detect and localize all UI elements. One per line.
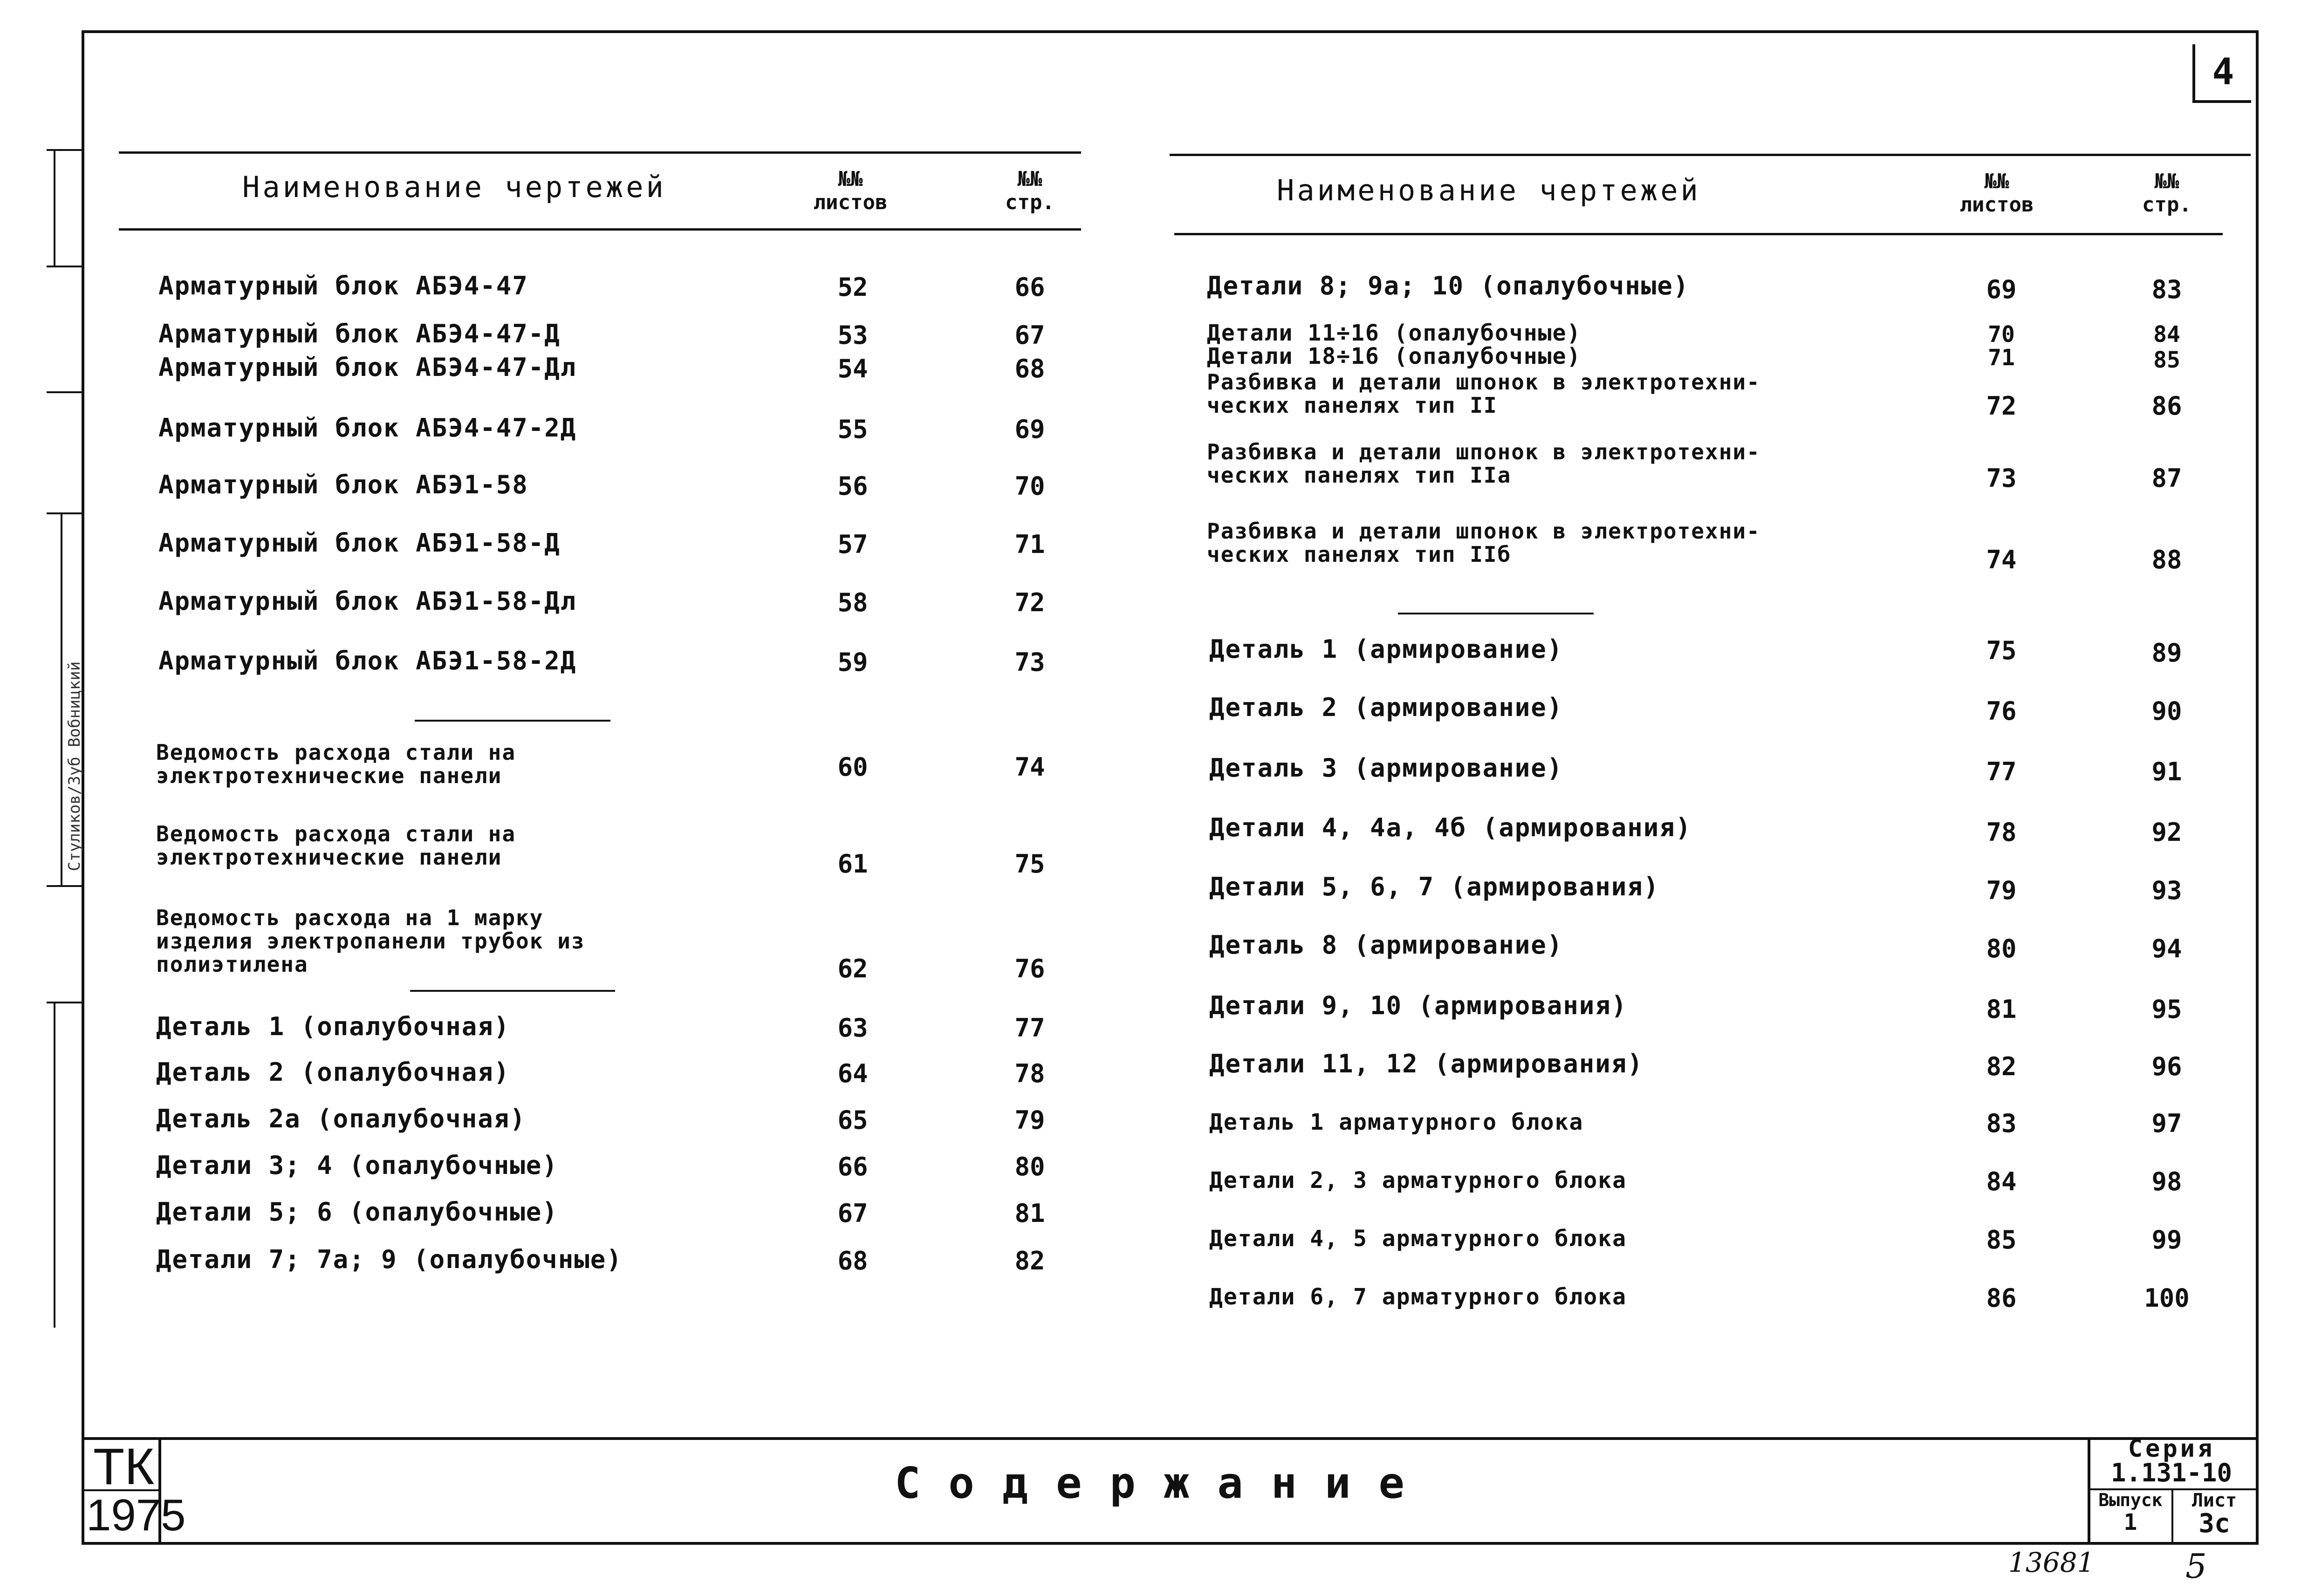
left-row-page: 66: [1014, 273, 1045, 302]
left-row-page: 76: [1014, 954, 1045, 983]
right-header-name: Наименование чертежей: [1277, 173, 1701, 207]
right-row-name: Детали 6, 7 арматурного блока: [1209, 1284, 1627, 1310]
left-row-name: Арматурный блок АБЭ4-47-Дл: [158, 353, 577, 382]
right-row-sheet: 72: [1986, 391, 2017, 421]
series-value: 1.131-10: [2110, 1458, 2233, 1487]
right-row-sheet: 69: [1986, 275, 2017, 304]
right-row-name: Разбивка и детали шпонок в электротехни- ческих панелях тип II: [1207, 369, 1760, 418]
left-row-sheet: 68: [837, 1246, 868, 1275]
inventory-number: 13681: [2008, 1547, 2095, 1578]
frame-top-edge: [82, 30, 2256, 33]
right-row-sheet: 81: [1986, 995, 2017, 1024]
left-row-sheet: 66: [837, 1152, 868, 1181]
left-row-sheet: 60: [837, 752, 868, 782]
right-row-name: Детали 9, 10 (армирования): [1209, 991, 1628, 1020]
right-row-page: 87: [2151, 464, 2182, 493]
left-row-name: Детали 5; 6 (опалубочные): [156, 1197, 558, 1227]
tk-year: 1975: [86, 1490, 186, 1540]
right-row-name: Деталь 2 (армирование): [1209, 693, 1563, 722]
left-row-name: Арматурный блок АБЭ1-58-2Д: [158, 646, 577, 675]
margin-tick: [47, 391, 82, 393]
right-row-name: Детали 18÷16 (опалубочные): [1207, 343, 1582, 369]
right-row-page: 95: [2151, 995, 2182, 1024]
right-row-sheet: 71: [1988, 345, 2015, 371]
right-row-sheet: 85: [1986, 1225, 2017, 1255]
right-row-page: 88: [2151, 545, 2182, 574]
left-row-page: 68: [1014, 354, 1045, 383]
left-row-name: Арматурный блок АБЭ1-58: [158, 470, 528, 499]
left-row-page: 69: [1014, 415, 1045, 444]
left-row-page: 81: [1014, 1199, 1045, 1228]
right-row-page: 89: [2151, 638, 2182, 668]
left-row-name: Ведомость расхода на 1 марку изделия электропанели трубок из полиэтилена: [156, 905, 585, 977]
left-row-page: 75: [1014, 849, 1045, 879]
right-row-name: Деталь 3 (армирование): [1209, 753, 1563, 783]
right-row-name: Деталь 8 (армирование): [1209, 930, 1563, 960]
right-row-page: 84: [2153, 321, 2180, 348]
left-row-page: 67: [1014, 321, 1045, 350]
left-row-sheet: 57: [837, 530, 868, 559]
left-row-sheet: 53: [837, 321, 868, 350]
left-row-sheet: 55: [837, 415, 868, 444]
group-separator: [415, 720, 610, 722]
right-row-name: Деталь 1 арматурного блока: [1209, 1109, 1584, 1135]
right-row-name: Детали 11, 12 (армирования): [1209, 1049, 1644, 1078]
left-row-sheet: 64: [837, 1059, 868, 1088]
right-row-name: Детали 2, 3 арматурного блока: [1209, 1167, 1627, 1194]
right-header-bottom-line: [1174, 233, 2223, 235]
left-row-page: 74: [1014, 752, 1045, 782]
left-row-name: Деталь 2а (опалубочная): [156, 1104, 526, 1133]
left-row-name: Арматурный блок АБЭ1-58-Дл: [158, 587, 577, 616]
right-row-page: 99: [2151, 1225, 2182, 1255]
left-row-name: Детали 7; 7а; 9 (опалубочные): [156, 1245, 623, 1274]
group-separator: [1398, 613, 1594, 614]
left-row-sheet: 63: [837, 1013, 868, 1043]
margin-line: [54, 1002, 55, 1328]
left-row-name: Ведомость расхода стали на электротехнические панели: [156, 821, 516, 870]
margin-tick: [47, 885, 82, 887]
right-row-sheet: 78: [1986, 818, 2017, 847]
series-label: Серия: [2128, 1435, 2215, 1463]
left-header-name: Наименование чертежей: [242, 170, 666, 204]
margin-line: [61, 512, 62, 885]
right-row-page: 85: [2153, 347, 2180, 373]
left-row-sheet: 54: [837, 354, 868, 383]
right-row-page: 96: [2151, 1052, 2182, 1081]
right-row-sheet: 70: [1988, 321, 2015, 348]
right-row-name: Разбивка и детали шпонок в электротехни- ческих панелях тип IIб: [1207, 518, 1760, 567]
left-header-bottom-line: [119, 228, 1081, 231]
right-row-name: Детали 4, 4а, 4б (армирования): [1209, 813, 1692, 842]
right-row-sheet: 80: [1986, 934, 2017, 963]
margin-tick: [47, 149, 82, 151]
left-row-sheet: 67: [837, 1199, 868, 1228]
right-row-name: Детали 4, 5 арматурного блока: [1209, 1226, 1627, 1252]
page-number: 4: [2212, 51, 2234, 93]
left-row-name: Ведомость расхода стали на электротехнические панели: [156, 740, 516, 788]
page-number-box: [2192, 44, 2251, 103]
sheet-label: Лист: [2191, 1490, 2237, 1511]
right-row-name: Разбивка и детали шпонок в электротехни- ческих панелях тип IIа: [1207, 439, 1760, 488]
group-separator: [410, 990, 615, 992]
tk-code: ТК: [93, 1438, 155, 1495]
right-row-sheet: 73: [1986, 464, 2017, 493]
left-row-sheet: 59: [837, 648, 868, 677]
left-row-name: Арматурный блок АБЭ4-47: [158, 271, 528, 300]
issue-label: Выпуск: [2098, 1490, 2163, 1510]
right-row-name: Детали 11÷16 (опалубочные): [1207, 320, 1582, 346]
left-row-page: 79: [1014, 1105, 1045, 1135]
margin-tick: [47, 266, 82, 267]
left-row-page: 82: [1014, 1246, 1045, 1275]
right-header-sheets: №№ листов: [1959, 170, 2034, 217]
left-row-sheet: 56: [837, 471, 868, 501]
right-row-page: 86: [2151, 391, 2182, 421]
right-row-page: 91: [2151, 757, 2182, 786]
right-row-sheet: 74: [1986, 545, 2017, 574]
right-row-page: 100: [2144, 1283, 2190, 1313]
left-row-page: 78: [1014, 1059, 1045, 1088]
right-row-page: 94: [2151, 934, 2182, 963]
left-row-name: Арматурный блок АБЭ4-47-Д: [158, 319, 561, 348]
margin-tick: [47, 512, 82, 514]
issue-value: 1: [2123, 1509, 2137, 1535]
margin-tick: [47, 1002, 82, 1003]
left-row-page: 70: [1014, 471, 1045, 501]
left-row-name: Деталь 1 (опалубочная): [156, 1012, 510, 1041]
left-row-sheet: 58: [837, 588, 868, 617]
margin-line: [54, 149, 55, 266]
left-row-page: 80: [1014, 1152, 1045, 1181]
right-row-page: 93: [2151, 876, 2182, 905]
right-header-top-line: [1170, 154, 2251, 156]
right-row-sheet: 83: [1986, 1109, 2017, 1138]
left-row-name: Арматурный блок АБЭ4-47-2Д: [158, 413, 577, 443]
right-row-page: 83: [2151, 275, 2182, 304]
left-row-page: 71: [1014, 530, 1045, 559]
sheet-title: Содержание: [895, 1458, 1432, 1508]
right-row-sheet: 76: [1986, 696, 2017, 726]
left-header-top-line: [119, 151, 1081, 154]
left-row-sheet: 65: [837, 1105, 868, 1135]
left-row-sheet: 61: [837, 849, 868, 879]
right-row-name: Детали 8; 9а; 10 (опалубочные): [1207, 271, 1690, 300]
left-header-pages: №№ стр.: [1005, 167, 1055, 214]
page-mark: 5: [2185, 1547, 2207, 1586]
left-row-sheet: 62: [837, 954, 868, 983]
left-row-name: Деталь 2 (опалубочная): [156, 1057, 510, 1087]
left-row-name: Детали 3; 4 (опалубочные): [156, 1151, 558, 1180]
left-row-page: 72: [1014, 588, 1045, 617]
left-row-page: 73: [1014, 648, 1045, 677]
right-row-sheet: 84: [1986, 1167, 2017, 1196]
right-row-page: 90: [2151, 696, 2182, 726]
right-row-sheet: 75: [1986, 636, 2017, 665]
margin-stamp-text: Стуликов/Зуб Вобницкий: [65, 661, 84, 871]
right-row-page: 92: [2151, 818, 2182, 847]
right-row-sheet: 82: [1986, 1052, 2017, 1081]
right-row-name: Деталь 1 (армирование): [1209, 634, 1563, 664]
right-row-name: Детали 5, 6, 7 (армирования): [1209, 872, 1660, 901]
right-row-sheet: 77: [1986, 757, 2017, 786]
right-row-page: 98: [2151, 1167, 2182, 1196]
right-row-sheet: 86: [1986, 1283, 2017, 1313]
right-header-pages: №№ стр.: [2142, 170, 2191, 217]
right-row-page: 97: [2151, 1109, 2182, 1138]
left-row-name: Арматурный блок АБЭ1-58-Д: [158, 528, 561, 558]
left-header-sheets: №№ листов: [813, 167, 888, 214]
left-row-page: 77: [1014, 1013, 1045, 1043]
left-row-sheet: 52: [837, 273, 868, 302]
sheet-value: 3с: [2198, 1508, 2230, 1539]
right-row-sheet: 79: [1986, 876, 2017, 905]
